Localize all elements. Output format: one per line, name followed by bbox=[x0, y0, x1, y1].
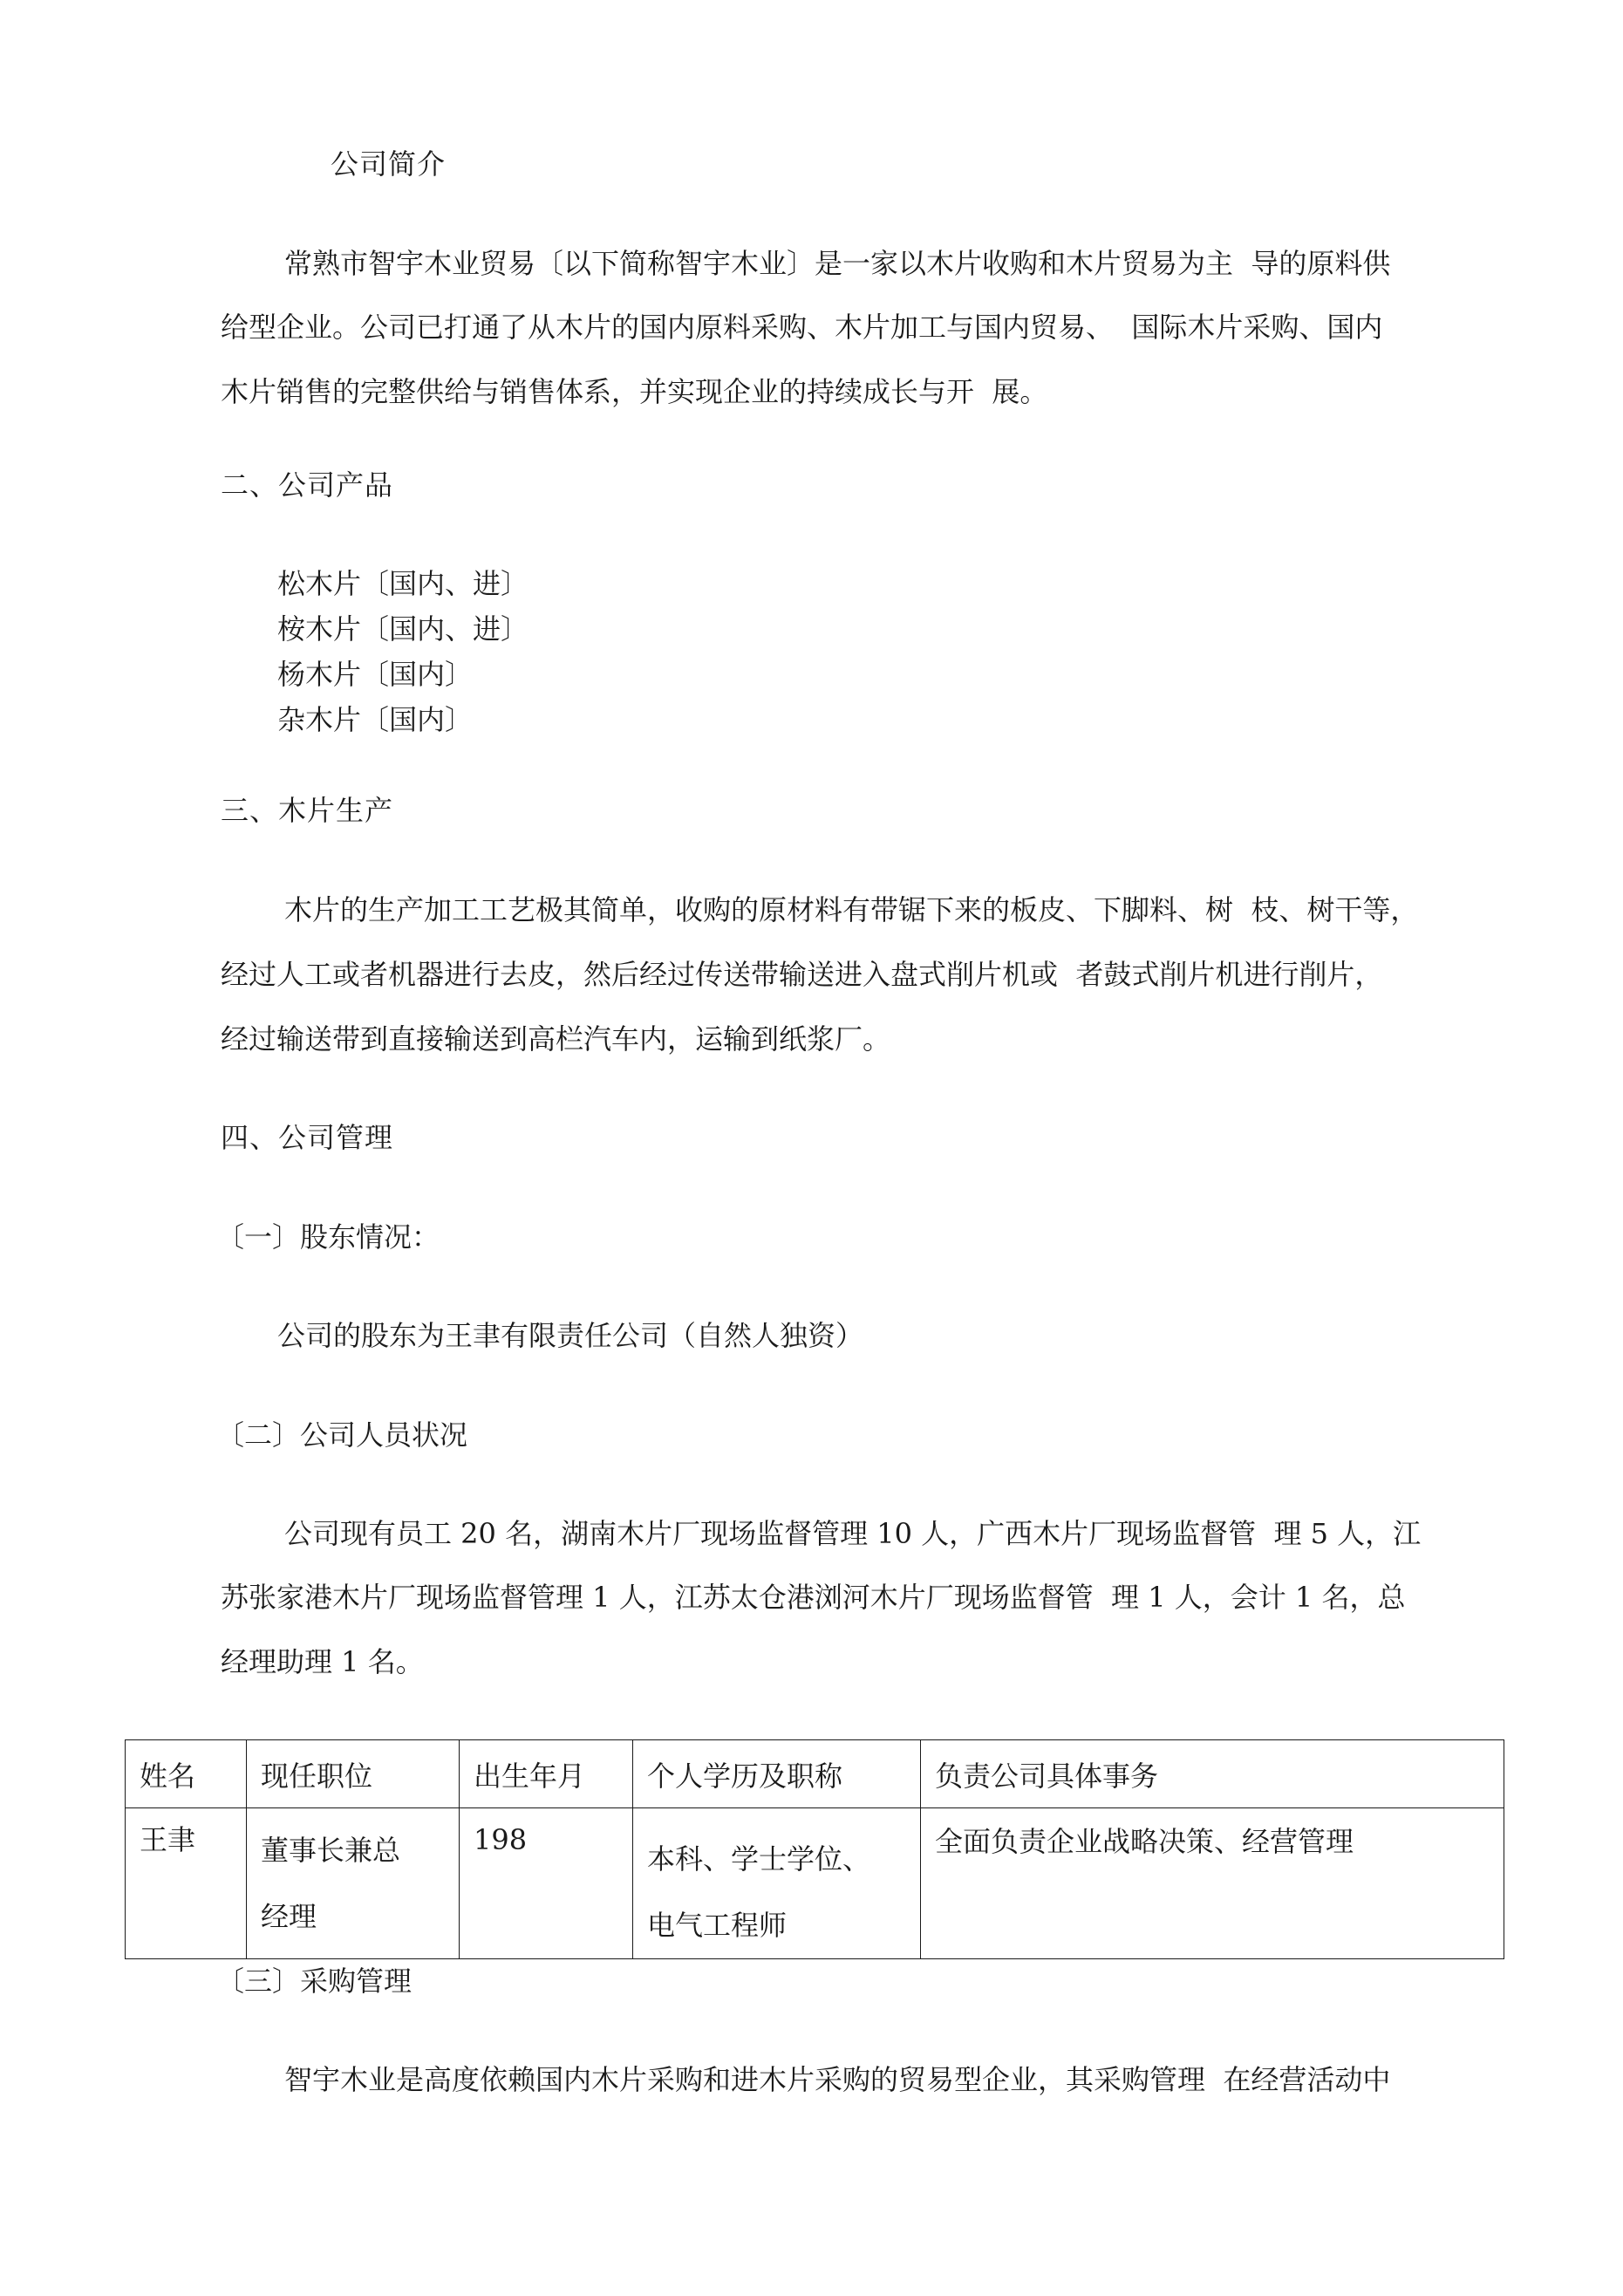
product-item: 桉木片〔国内、进〕 bbox=[277, 612, 529, 646]
table-header-row bbox=[126, 1740, 1504, 1808]
education-line-2: 电气工程师 bbox=[647, 1909, 788, 1942]
intro-paragraph-line-1: 常熟市智宇木业贸易〔以下简称智宇木业〕是一家以木片收购和木片贸易为主 导的原料供 bbox=[284, 247, 1391, 280]
product-item: 杨木片〔国内〕 bbox=[277, 658, 474, 691]
shareholder-text: 公司的股东为王聿有限责任公司（自然人独资） bbox=[277, 1319, 864, 1352]
table-header-birth: 出生年月 bbox=[460, 1740, 633, 1808]
production-paragraph-line-1: 木片的生产加工工艺极其简单，收购的原材料有带锯下来的板皮、下脚料、树 枝、树干等， bbox=[284, 893, 1419, 926]
table-header-education: 个人学历及职称 bbox=[633, 1740, 921, 1808]
subsection-title-shareholders: 〔一〕股东情况： bbox=[216, 1220, 440, 1254]
subsection-title-staff: 〔二〕公司人员状况 bbox=[216, 1418, 468, 1452]
position-line-1: 董事长兼总 bbox=[261, 1834, 401, 1867]
section-title-intro: 公司简介 bbox=[331, 147, 447, 181]
cell-name: 王聿 bbox=[126, 1808, 247, 1959]
section-title-products: 二、公司产品 bbox=[221, 468, 394, 502]
staff-paragraph-line-1: 公司现有员工 20 名，湖南木片厂现场监督管理 10 人，广西木片厂现场监督管 理 5 人，江 bbox=[284, 1517, 1422, 1550]
table-header-duty: 负责公司具体事务 bbox=[921, 1740, 1504, 1808]
education-line-1: 本科、学士学位、 bbox=[647, 1842, 871, 1876]
cell-position bbox=[247, 1808, 460, 1959]
table-header-position: 现任职位 bbox=[247, 1740, 460, 1808]
product-item: 松木片〔国内、进〕 bbox=[277, 567, 529, 600]
table-row bbox=[126, 1808, 1504, 1959]
procurement-paragraph-line-1: 智宇木业是高度依赖国内木片采购和进木片采购的贸易型企业，其采购管理 在经营活动中 bbox=[284, 2063, 1391, 2096]
table-header-name: 姓名 bbox=[126, 1740, 247, 1808]
product-item: 杂木片〔国内〕 bbox=[277, 703, 474, 736]
cell-education bbox=[633, 1808, 921, 1959]
intro-paragraph-line-3: 木片销售的完整供给与销售体系，并实现企业的持续成长与开 展。 bbox=[221, 375, 1048, 408]
cell-duty: 全面负责企业战略决策、经营管理 bbox=[921, 1808, 1504, 1959]
subsection-title-procurement: 〔三〕采购管理 bbox=[216, 1965, 413, 1998]
intro-paragraph-line-2: 给型企业。公司已打通了从木片的国内原料采购、木片加工与国内贸易、 国际木片采购、国内 bbox=[221, 311, 1383, 344]
staff-table bbox=[125, 1739, 1504, 1959]
section-title-production: 三、木片生产 bbox=[221, 794, 394, 827]
position-line-2: 经理 bbox=[261, 1900, 317, 1933]
production-paragraph-line-2: 经过人工或者机器进行去皮，然后经过传送带输送进入盘式削片机或 者鼓式削片机进行削片， bbox=[221, 958, 1383, 991]
staff-paragraph-line-2: 苏张家港木片厂现场监督管理 1 人，江苏太仓港浏河木片厂现场监督管 理 1 人，会计 1 名，总 bbox=[221, 1581, 1406, 1614]
section-title-management: 四、公司管理 bbox=[221, 1121, 394, 1154]
staff-paragraph-line-3: 经理助理 1 名。 bbox=[221, 1645, 424, 1678]
cell-birth: 198 bbox=[460, 1808, 633, 1959]
production-paragraph-line-3: 经过输送带到直接输送到高栏汽车内，运输到纸浆厂。 bbox=[221, 1022, 891, 1056]
